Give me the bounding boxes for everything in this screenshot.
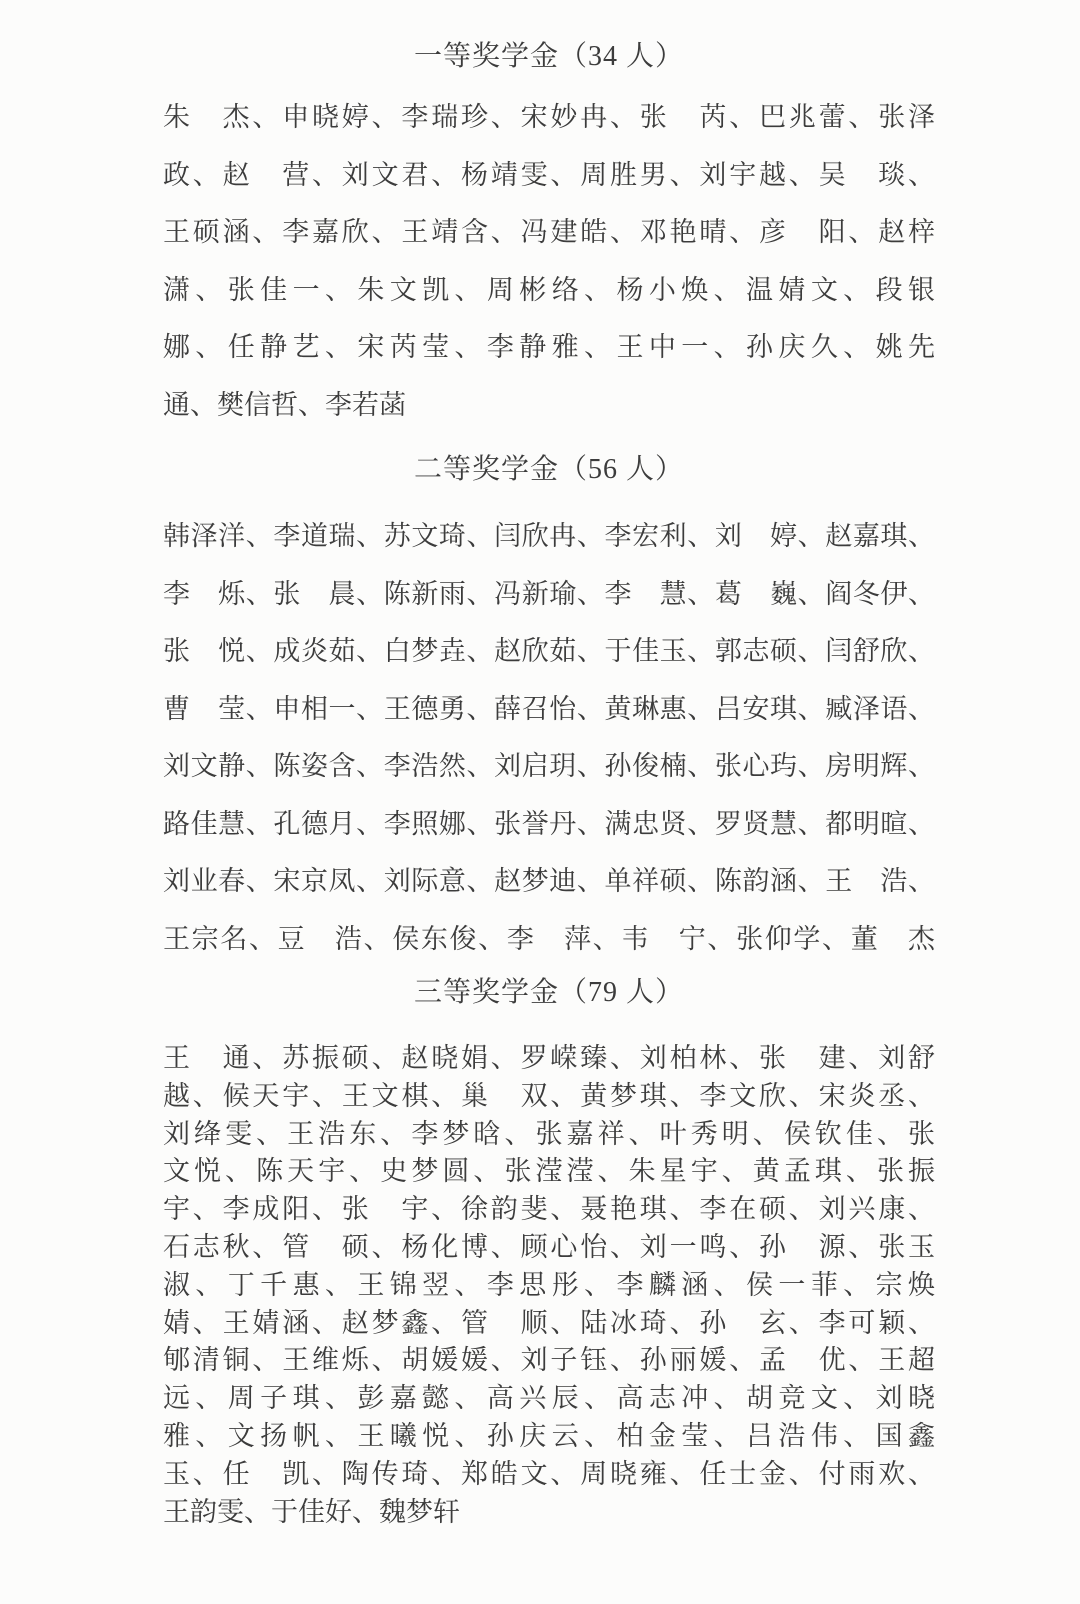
name-line: 路佳慧、孔德月、李照娜、张誉丹、满忠贤、罗贤慧、都明暄、 [163, 808, 935, 839]
name-line: 远、周子琪、彭嘉懿、高兴辰、高志冲、胡竞文、刘晓 [163, 1383, 935, 1414]
name-line: 郇清铜、王维烁、胡媛媛、刘子钰、孙丽媛、孟 优、王超 [163, 1345, 935, 1376]
name-line: 雅、文扬帆、王曦悦、孙庆云、柏金莹、吕浩伟、国鑫 [163, 1420, 935, 1451]
name-line: 娜、任静艺、宋芮莹、李静雅、王中一、孙庆久、姚先 [163, 332, 935, 362]
name-line: 朱 杰、申晓婷、李瑞珍、宋妙冉、张 芮、巴兆蕾、张泽 [163, 102, 935, 132]
name-line: 石志秋、管 硕、杨化博、顾心怡、刘一鸣、孙 源、张玉 [163, 1231, 935, 1262]
name-line: 婧、王婧涵、赵梦鑫、管 顺、陆冰琦、孙 玄、李可颖、 [163, 1307, 935, 1338]
name-list [163, 508, 935, 968]
name-line: 文悦、陈天宇、史梦圆、张滢滢、朱星宇、黄孟琪、张振 [163, 1156, 935, 1187]
name-line: 宇、李成阳、张 宇、徐韵斐、聂艳琪、李在硕、刘兴康、 [163, 1194, 935, 1225]
section-title: 三等奖学金（79 人） [413, 977, 684, 1008]
name-line: 李 烁、张 晨、陈新雨、冯新瑜、李 慧、葛 巍、阎冬伊、 [163, 578, 935, 609]
name-line: 王宗名、豆 浩、侯东俊、李 萍、韦 宁、张仰学、董 杰 [163, 923, 935, 954]
name-line: 刘绛雯、王浩东、李梦晗、张嘉祥、叶秀明、侯钦佳、张 [163, 1118, 935, 1149]
section-title: 二等奖学金（56 人） [413, 454, 684, 485]
name-line: 刘文静、陈姿含、李浩然、刘启玥、孙俊楠、张心玙、房明辉、 [163, 751, 935, 781]
name-line: 淑、丁千惠、王锦翌、李思彤、李麟涵、侯一菲、宗焕 [163, 1269, 935, 1300]
section-title: 一等奖学金（34 人） [413, 41, 684, 72]
name-line: 刘业春、宋京凤、刘际意、赵梦迪、单祥硕、陈韵涵、王 浩、 [163, 866, 935, 896]
document-page [0, 42, 1080, 1531]
name-line: 越、候天宇、王文棋、巢 双、黄梦琪、李文欣、宋炎丞、 [163, 1080, 935, 1111]
name-line: 政、赵 营、刘文君、杨靖雯、周胜男、刘宇越、吴 琰、 [163, 159, 935, 190]
name-line: 韩泽洋、李道瑞、苏文琦、闫欣冉、李宏利、刘 婷、赵嘉琪、 [163, 521, 935, 551]
name-line: 王韵雯、于佳好、魏梦轩 [163, 1496, 460, 1527]
name-line: 张 悦、成炎茹、白梦垚、赵欣茹、于佳玉、郭志硕、闫舒欣、 [163, 636, 935, 666]
prize-section [163, 978, 935, 1531]
name-line: 曹 莹、申相一、王德勇、薛召怡、黄琳惠、吕安琪、臧泽语、 [163, 693, 935, 724]
name-line: 玉、任 凯、陶传琦、郑皓文、周晓雍、任士金、付雨欢、 [163, 1458, 935, 1489]
name-line: 王 通、苏振硕、赵晓娟、罗嵘臻、刘柏林、张 建、刘舒 [163, 1043, 935, 1073]
name-line: 通、樊信哲、李若菡 [163, 389, 406, 420]
name-list [163, 89, 935, 434]
name-line: 潇、张佳一、朱文凯、周彬络、杨小焕、温婧文、段银 [163, 274, 935, 305]
name-list [163, 1040, 935, 1531]
name-line: 王硕涵、李嘉欣、王靖含、冯建皓、邓艳晴、彦 阳、赵梓 [163, 217, 935, 247]
prize-section [163, 42, 935, 434]
prize-section [163, 455, 935, 968]
